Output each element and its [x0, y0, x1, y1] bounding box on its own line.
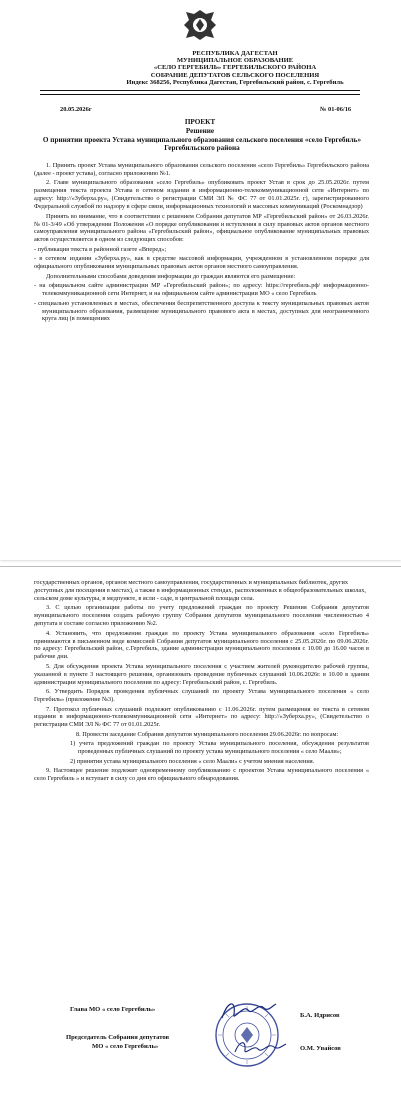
clause-5: 5. Для обсуждения проекта Устава муниципального поселения с участием жителей руководителю рабочей группы, указанной в пункте 3 настоящего решения, организовать проведение публичных слушаний 10.06.2026г. в 10.00 в здании администрации муниципального поселения по адресу: Гергебильский район, с. Гергебиль.: [34, 662, 369, 686]
clause-9: 9. Настоящее решение подлежит одновременному опубликованию с проектом Устава муниципального поселения « село Гергебиль » и вступает в силу со дня его официального обнародования.: [34, 767, 369, 783]
address-line: Индекс 368256, Республика Дагестан, Гергебильский район, с. Гергебиль: [126, 78, 344, 86]
chair-title-line-1: Председатель Собрания депутатов: [66, 1034, 170, 1041]
chair-name: О.М. Увайсов: [300, 1045, 341, 1052]
publication-method-online: - в сетевом издании «Зуберха.ру», как в средстве массовой информации, учрежденном в установленном порядке для официального опубликования муниципальных правовых актов органов местного самоуправления.: [34, 255, 369, 271]
letterhead-thick-rule: [40, 90, 360, 91]
document-page-2: [0, 566, 401, 1096]
additional-methods-intro: Дополнительными способами доведения информации до граждан являются его размещение:: [46, 272, 296, 280]
letterhead-thin-rule: [40, 94, 360, 95]
clause-2: 2. Главе муниципального образования «село Гергебиль» опубликовать проект Устав в срок до 25.05.2026г. путем размещения текста проекта Устава в сетевом издании в информационно-телекоммуникационной сети «Интернет» по адресу: http://«Зуберха.ру», (Свидетельство о регистрации СМИ ЭЛ № ФС 77 от 01.01.2025г. г), зарегистрированного Федеральной службой по надзору в сфере связи, информационных технологий и массовых коммуникаций (Роскомнадзор): [34, 179, 369, 211]
decision-body-page-1: [34, 162, 369, 325]
publication-methods-intro: Принять во внимание, что в соответствии с решением Собрания депутатов МР «Гергебильский район» от 26.03.2026г. № 01-3/49 «Об утверждении Положения «О порядке опубликования и вступления в силу правовых актов органов местного самоуправления муниципального района «Гергебильский район», официальное опубликование муниципальных правовых актов осуществляется в одном из следующих способов:: [34, 212, 369, 244]
chair-signature-scribble: [232, 1034, 288, 1060]
assembly-name: СОБРАНИЕ ДЕПУТАТОВ СЕЛЬСКОГО ПОСЕЛЕНИЯ: [150, 71, 320, 79]
document-number: № 01-06/16: [320, 106, 352, 113]
document-date: 20.05.2026г: [60, 106, 92, 113]
clause-3: 3. С целью организации работы по учету предложений граждан по проекту Решения Собрания депутатов муниципального поселения создать рабочую группу Собрания депутатов муниципального поселения численностью 4 депутата в составе согласно приложению №2.: [34, 604, 369, 628]
additional-method-public-places: - специально установленных в местах, обеспечения беспрепятственного доступа к тексту муниципальных правовых актов муниципального образования, размещение муниципального правового акта в местах, доступных для неограниченного круга лиц (в помещениях: [34, 299, 369, 323]
clause-8: 8. Провести заседание Собрания депутатов муниципального поселения 29.06.2026г. по вопросам:: [76, 730, 339, 738]
decision-body-page-2: [34, 579, 369, 785]
publication-method-newspaper: - публикация текста в районной газете «Вперед»;: [34, 245, 167, 253]
head-title: Глава МО « село Гергебиль»: [70, 1006, 156, 1013]
clause-8-item-2: 2) принятия устава муниципального поселения « село Маали» с учетом мнения населения.: [70, 757, 315, 765]
chair-title-line-2: МО « село Гергебиль»: [92, 1043, 159, 1050]
letterhead: [70, 50, 400, 86]
decision-subject: О принятии проекта Устава муниципального образования сельского поселения «село Гергебиль» Гергебильского района: [42, 136, 362, 153]
head-signature-scribble: [218, 996, 278, 1026]
clause-7: 7. Протокол публичных слушаний подлежит опубликованию с 11.06.2026г. путем размещения ее текста в сетевом издании в информационно-телекоммуникационной сети «Интернет» по адресу: http://«Зуберха.ру», (Свидетельство о регистрации СМИ ЭЛ № ФС 77 от 01.01.2025г.: [34, 705, 369, 729]
public-places-continued: государственных органов, органов местного самоуправления, государственных и муниципальных библиотек, других доступных для посещения в местах), а также в информационных стендах, расположенных в общеобразовательных школах, сельском доме культуры, в медпункте, в ясли - саде, в центральной площади села.: [34, 579, 366, 602]
head-name: Б.А. Идрисов: [300, 1012, 340, 1019]
clause-4: 4. Установить, что предложения граждан по проекту Устава муниципального образования «село Гергебиль» принимаются в письменном виде комиссией Собрания депутатов муниципального поселения с 25.05.2026г. по 09.06.2026г. по адресу: Гергебильский район, с.Гергебиль, здание администрации муниципального поселения с 10.00 до 16.00 часов в рабочие дни.: [34, 629, 369, 661]
clause-8-item-1: 1) учета предложений граждан по проекту Устава муниципального поселения, обсуждения результатов проведенных публичных слушаний по проекту устава муниципального поселения « село Маали»;: [70, 740, 369, 756]
republic-name: РЕСПУБЛИКА ДАГЕСТАН: [192, 50, 278, 57]
draft-label: ПРОЕКТ: [184, 118, 216, 126]
clause-6: 6. Утвердить Порядок проведения публичных слушаний по проекту Устава муниципального поселения « село Гергебиль» (приложение №3).: [34, 688, 369, 704]
coat-of-arms-emblem: [181, 8, 219, 42]
settlement-name: «СЕЛО ГЕРГЕБИЛЬ» ГЕРГЕБИЛЬСКОГО РАЙОНА: [153, 64, 317, 72]
municipal-formation: МУНИЦИПАЛЬНОЕ ОБРАЗОВАНИЕ: [176, 57, 294, 65]
additional-method-website: - на официальном сайте администрации МР «Гергебильский район»; по адресу: https://гергебиль.рф/ информационно-телекоммуникационной сети Интернет, и на официальном сайте администрации МО « село Гергебиль: [34, 282, 369, 298]
decision-heading: Решение: [185, 127, 215, 135]
clause-1: 1. Принять проект Устава муниципального образования сельского поселения «село Гергебиль» Гергебильского района (далее - проект устава), согласно приложению №1.: [34, 162, 369, 177]
